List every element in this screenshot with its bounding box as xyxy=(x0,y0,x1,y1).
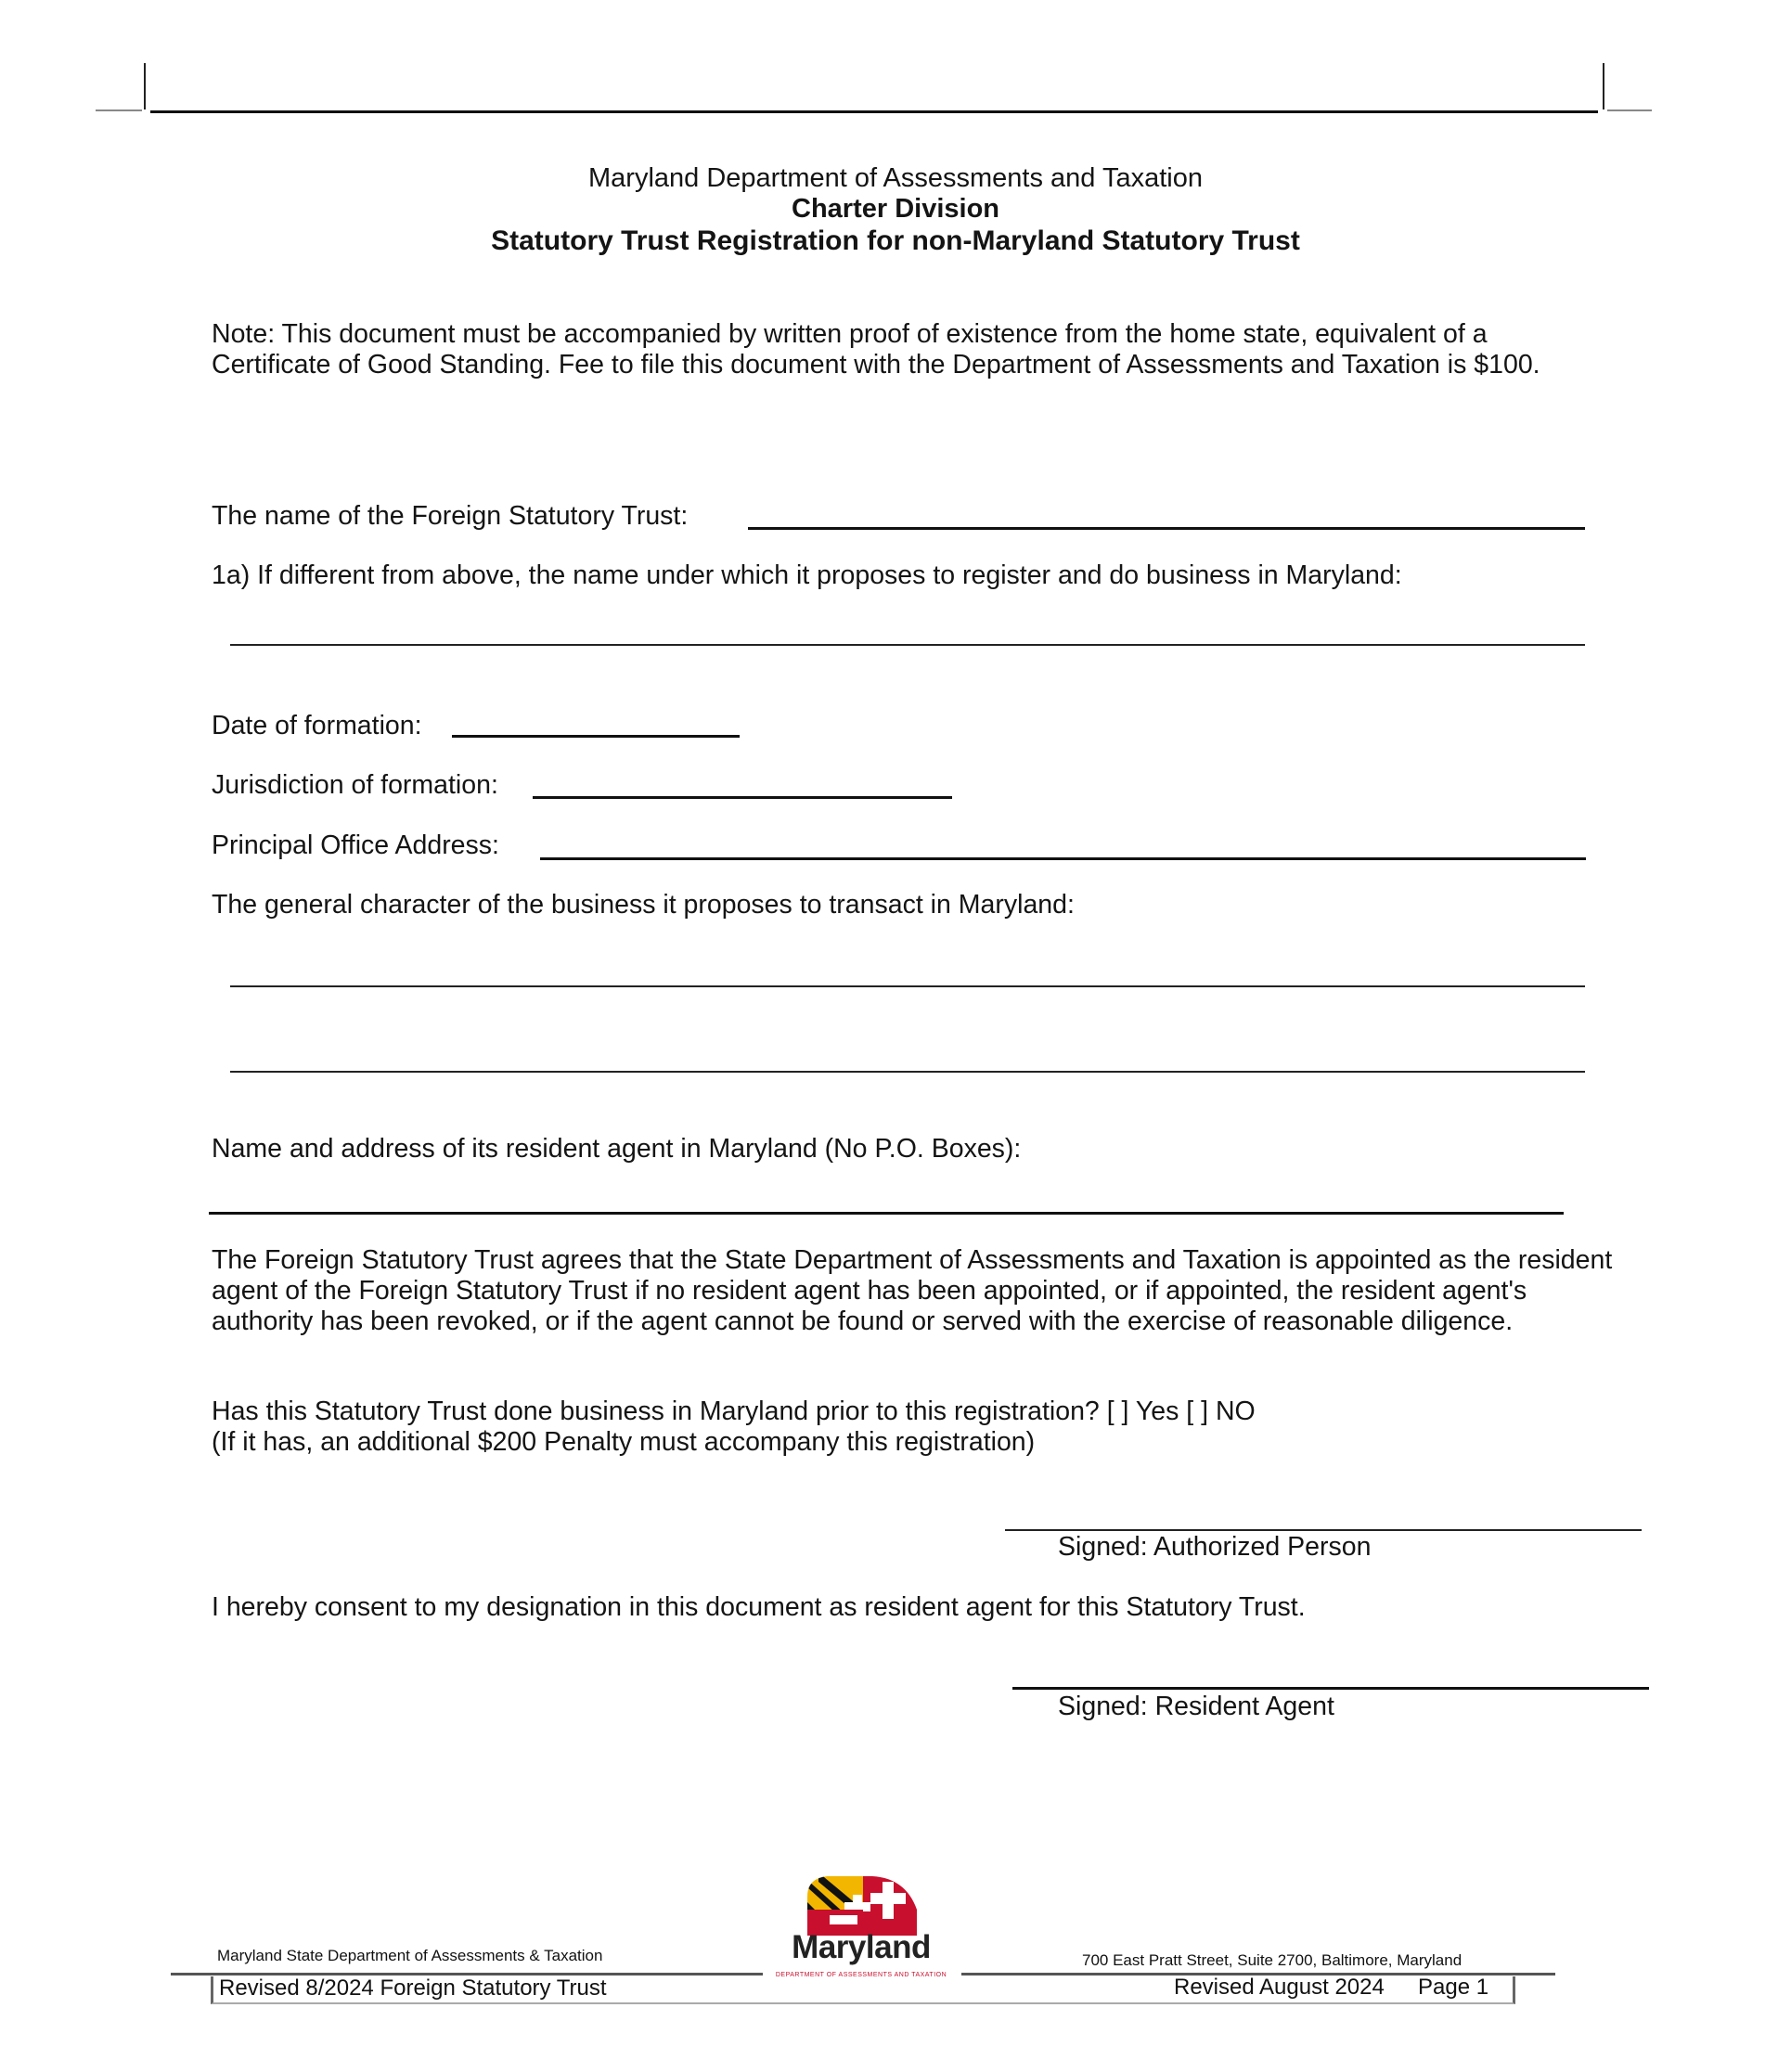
crop-mark-top-left-horizontal xyxy=(96,109,142,111)
consent-statement: I hereby consent to my designation in this document as resident agent for this Statutory Trust. xyxy=(212,1592,1306,1622)
footer-right-revision: Revised August 2024 xyxy=(1174,1975,1385,2000)
agreement-paragraph: The Foreign Statutory Trust agrees that the State Department of Assessments and Taxation is appointed as the resident agent of the Foreign Statutory Trust if no resident agent has been appointed, or if appointed, the resident agent's authority has been revoked, or if the agent cannot be found or served with the exercise of reasonable diligence. xyxy=(212,1245,1613,1336)
resident-agent-signature-line[interactable] xyxy=(1012,1687,1649,1690)
principal-office-label: Principal Office Address: xyxy=(212,830,499,860)
logo-subtitle: DEPARTMENT OF ASSESSMENTS AND TAXATION xyxy=(775,1972,947,1978)
resident-agent-caption: Signed: Resident Agent xyxy=(1058,1692,1334,1721)
business-character-line-2[interactable] xyxy=(230,1071,1585,1073)
date-of-formation-label: Date of formation: xyxy=(212,711,422,740)
division-title: Charter Division xyxy=(792,194,999,224)
business-character-label: The general character of the business it proposes to transact in Maryland: xyxy=(212,890,1075,920)
alt-name-label: 1a) If different from above, the name under which it proposes to register and do business in Maryland: xyxy=(212,560,1402,590)
penalty-note: (If it has, an additional $200 Penalty must accompany this registration) xyxy=(212,1427,1036,1457)
resident-agent-label: Name and address of its resident agent in Maryland (No P.O. Boxes): xyxy=(212,1134,1022,1164)
filing-note: Note: This document must be accompanied by written proof of existence from the home state, equivalent of a Certificate of Good Standing. Fee to file this document with the Department of Assessments and Taxation is $100. xyxy=(212,319,1540,380)
jurisdiction-label: Jurisdiction of formation: xyxy=(212,770,498,800)
resident-agent-line[interactable] xyxy=(209,1212,1564,1215)
crop-mark-top-left-vertical xyxy=(144,63,146,109)
jurisdiction-line[interactable] xyxy=(533,796,952,799)
business-character-line-1[interactable] xyxy=(230,985,1585,987)
footer-left-revision: Revised 8/2024 Foreign Statutory Trust xyxy=(219,1975,607,2001)
form-title: Statutory Trust Registration for non-Maryland Statutory Trust xyxy=(491,225,1300,256)
trust-name-line[interactable] xyxy=(748,527,1585,530)
alt-name-line[interactable] xyxy=(230,644,1585,646)
footer-page-number: Page 1 xyxy=(1418,1975,1489,2000)
prior-business-question: Has this Statutory Trust done business in Maryland prior to this registration? [ ] Yes [ ] NO xyxy=(212,1396,1256,1426)
principal-office-line[interactable] xyxy=(540,857,1586,860)
trust-name-label: The name of the Foreign Statutory Trust: xyxy=(212,501,689,531)
logo-wordmark: Maryland xyxy=(792,1929,931,1965)
maryland-dat-logo xyxy=(761,1873,961,1991)
authorized-signature-line[interactable] xyxy=(1005,1529,1642,1531)
agency-title: Maryland Department of Assessments and Taxation xyxy=(588,163,1203,193)
date-of-formation-line[interactable] xyxy=(452,735,740,738)
header-rule xyxy=(150,110,1598,113)
crop-mark-top-right-vertical xyxy=(1603,63,1604,109)
footer-left-agency: Maryland State Department of Assessments & Taxation xyxy=(217,1947,603,1964)
maryland-flag-icon xyxy=(761,1873,961,1937)
footer-address: 700 East Pratt Street, Suite 2700, Baltimore, Maryland xyxy=(1082,1951,1462,1969)
authorized-person-caption: Signed: Authorized Person xyxy=(1058,1532,1372,1562)
crop-mark-top-right-horizontal xyxy=(1607,109,1652,111)
